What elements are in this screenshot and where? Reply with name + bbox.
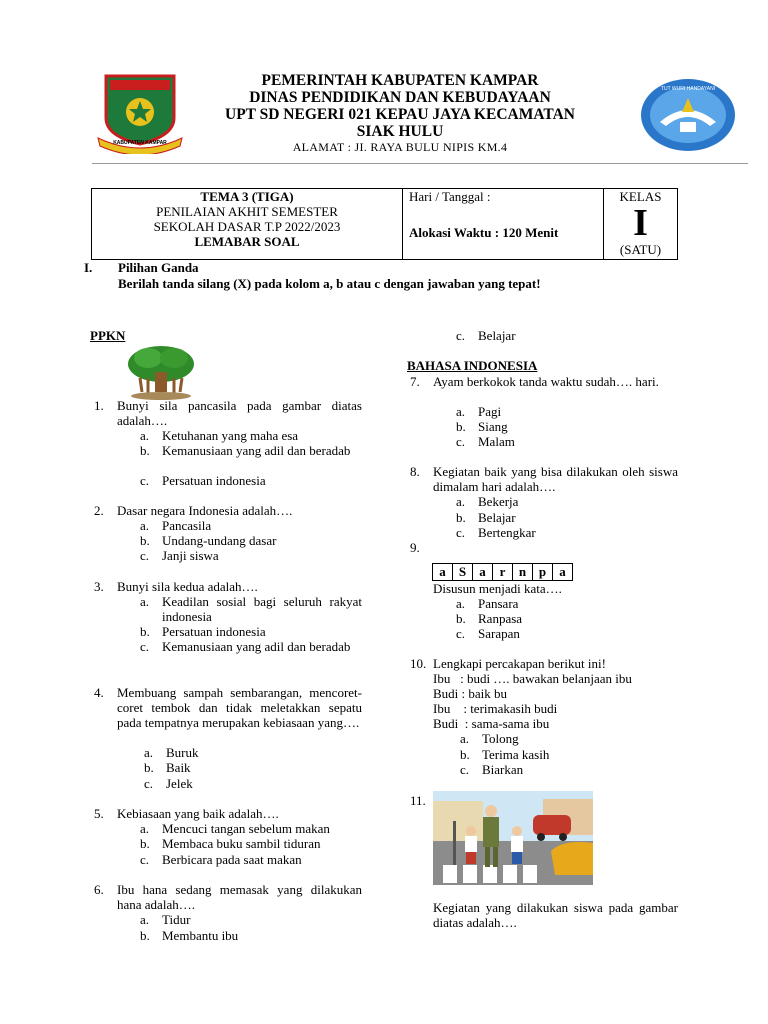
letter-box: a xyxy=(553,564,573,581)
q5-option-b[interactable]: b. Membaca buku sambil tiduran xyxy=(140,836,321,851)
q11-number: 11. xyxy=(410,793,426,808)
q6-option-a[interactable]: a. Tidur xyxy=(140,912,191,927)
q10-dialog-4: Budi : sama-sama ibu xyxy=(433,716,550,731)
header-line-1: PEMERINTAH KABUPATEN KAMPAR xyxy=(261,72,539,89)
logo-banner-text: KABUPATEN KAMPAR xyxy=(113,140,167,146)
bahasa-heading: BAHASA INDONESIA xyxy=(407,358,538,373)
header-line-2: DINAS PENDIDIKAN DAN KEBUDAYAAN xyxy=(249,89,551,106)
hari-tanggal-label: Hari / Tanggal : xyxy=(409,189,491,204)
q3-text: Bunyi sila kedua adalah…. xyxy=(117,579,258,594)
q2-option-c[interactable]: c. Janji siswa xyxy=(140,548,219,563)
q7-option-c[interactable]: c. Malam xyxy=(456,434,515,449)
kampar-logo xyxy=(96,72,184,154)
q4-option-a[interactable]: a. Buruk xyxy=(144,745,199,760)
q5-option-c[interactable]: c. Berbicara pada saat makan xyxy=(140,852,302,867)
q6-number: 6. xyxy=(94,882,104,897)
q1-option-a[interactable]: a. Ketuhanan yang maha esa xyxy=(140,428,299,443)
letter-box: p xyxy=(533,564,553,581)
header-address: ALAMAT : JI. RAYA BULU NIPIS KM.4 xyxy=(292,140,508,154)
q11-text: Kegiatan yang dilakukan siswa pada gambar diatas adalah…. xyxy=(433,900,678,930)
banyan-tree-image xyxy=(126,344,196,400)
letter-box: S xyxy=(453,564,473,581)
q9-option-b[interactable]: b. Ranpasa xyxy=(456,611,523,626)
q5-number: 5. xyxy=(94,806,104,821)
q5-text: Kebiasaan yang baik adalah…. xyxy=(117,806,279,821)
q8-option-b[interactable]: b. Belajar xyxy=(456,510,516,525)
sekolah-label: SEKOLAH DASAR T.P 2022/2023 xyxy=(153,219,341,234)
section-instruction: Berilah tanda silang (X) pada kolom a, b atau c dengan jawaban yang tepat! xyxy=(118,276,541,291)
section-number: I. xyxy=(84,260,93,275)
section-title: Pilihan Ganda xyxy=(118,260,199,275)
lembar-label: LEMABAR SOAL xyxy=(194,234,300,249)
penilaian-label: PENILAIAN AKHIT SEMESTER xyxy=(156,204,338,219)
tut-wuri-handayani-logo xyxy=(640,78,736,152)
header-line-3: UPT SD NEGERI 021 KEPAU JAYA KECAMATAN xyxy=(225,106,575,123)
q8-option-a[interactable]: a. Bekerja xyxy=(456,494,519,509)
letter-box: n xyxy=(513,564,533,581)
q2-option-a[interactable]: a. Pancasila xyxy=(140,518,212,533)
letter-box: a xyxy=(433,564,453,581)
q9-text: Disusun menjadi kata…. xyxy=(433,581,562,596)
kelas-label: KELAS xyxy=(619,189,662,204)
q6-option-b[interactable]: b. Membantu ibu xyxy=(140,928,239,943)
q7-number: 7. xyxy=(410,374,420,389)
q7-option-a[interactable]: a. Pagi xyxy=(456,404,502,419)
q4-option-c[interactable]: c. Jelek xyxy=(144,776,193,791)
q7-option-b[interactable]: b. Siang xyxy=(456,419,508,434)
q1-option-b[interactable]: b. Kemanusiaan yang adil dan beradab xyxy=(140,443,351,458)
q10-text: Lengkapi percakapan berikut ini! xyxy=(433,656,606,671)
q4-number: 4. xyxy=(94,685,104,700)
q3-option-c[interactable]: c. Kemanusiaan yang adil dan beradab xyxy=(140,639,351,654)
q4-text: Membuang sampah sembarangan, mencoret-coret tembok dan tidak meletakkan sepatu pada tempatnya merupakan kebiasaan yang…. xyxy=(117,685,362,730)
q9-option-c[interactable]: c. Sarapan xyxy=(456,626,520,641)
q1-text: Bunyi sila pancasila pada gambar diatas adalah…. xyxy=(117,398,362,428)
q8-option-c[interactable]: c. Bertengkar xyxy=(456,525,536,540)
header-line-4: SIAK HULU xyxy=(356,123,444,140)
letter-box: a xyxy=(473,564,493,581)
letter-box: r xyxy=(493,564,513,581)
q10-number: 10. xyxy=(410,656,427,671)
ppkn-heading: PPKN xyxy=(90,328,126,343)
q10-dialog-3: Ibu : terimakasih budi xyxy=(433,701,558,716)
q3-option-a[interactable]: a. Keadilan sosial bagi seluruh rakyat indonesia xyxy=(140,594,362,624)
zebra-crossing-image xyxy=(433,791,593,885)
q10-option-b[interactable]: b. Terima kasih xyxy=(460,747,550,762)
q6-text: Ibu hana sedang memasak yang dilakukan hana adalah…. xyxy=(117,882,362,912)
info-table xyxy=(91,188,678,260)
q5-option-a[interactable]: a. Mencuci tangan sebelum makan xyxy=(140,821,330,836)
q1-option-c[interactable]: c. Persatuan indonesia xyxy=(140,473,266,488)
q6-option-c[interactable]: c. Belajar xyxy=(456,328,516,343)
q8-text: Kegiatan baik yang bisa dilakukan oleh siswa dimalam hari adalah…. xyxy=(433,464,678,494)
q10-option-a[interactable]: a. Tolong xyxy=(460,731,519,746)
q9-number: 9. xyxy=(410,540,420,555)
tema-label: TEMA 3 (TIGA) xyxy=(200,189,294,204)
kelas-word: (SATU) xyxy=(619,242,662,257)
q2-option-b[interactable]: b. Undang-undang dasar xyxy=(140,533,277,548)
q8-number: 8. xyxy=(410,464,420,479)
q7-text: Ayam berkokok tanda waktu sudah…. hari. xyxy=(433,374,659,389)
q4-option-b[interactable]: b. Baik xyxy=(144,760,191,775)
header-divider xyxy=(92,163,748,164)
q2-number: 2. xyxy=(94,503,104,518)
q10-dialog-1: Ibu : budi …. bawakan belanjaan ibu xyxy=(433,671,632,686)
q3-number: 3. xyxy=(94,579,104,594)
q9-option-a[interactable]: a. Pansara xyxy=(456,596,519,611)
q2-text: Dasar negara Indonesia adalah…. xyxy=(117,503,293,518)
q3-option-b[interactable]: b. Persatuan indonesia xyxy=(140,624,266,639)
q10-dialog-2: Budi : baik bu xyxy=(433,686,508,701)
logo-motto-text: TUT WURI HANDAYANI xyxy=(660,86,716,92)
kelas-value: I xyxy=(633,202,648,244)
q1-number: 1. xyxy=(94,398,104,413)
q9-letter-boxes xyxy=(432,563,573,581)
alokasi-waktu: Alokasi Waktu : 120 Menit xyxy=(409,225,559,240)
q10-option-c[interactable]: c. Biarkan xyxy=(460,762,524,777)
